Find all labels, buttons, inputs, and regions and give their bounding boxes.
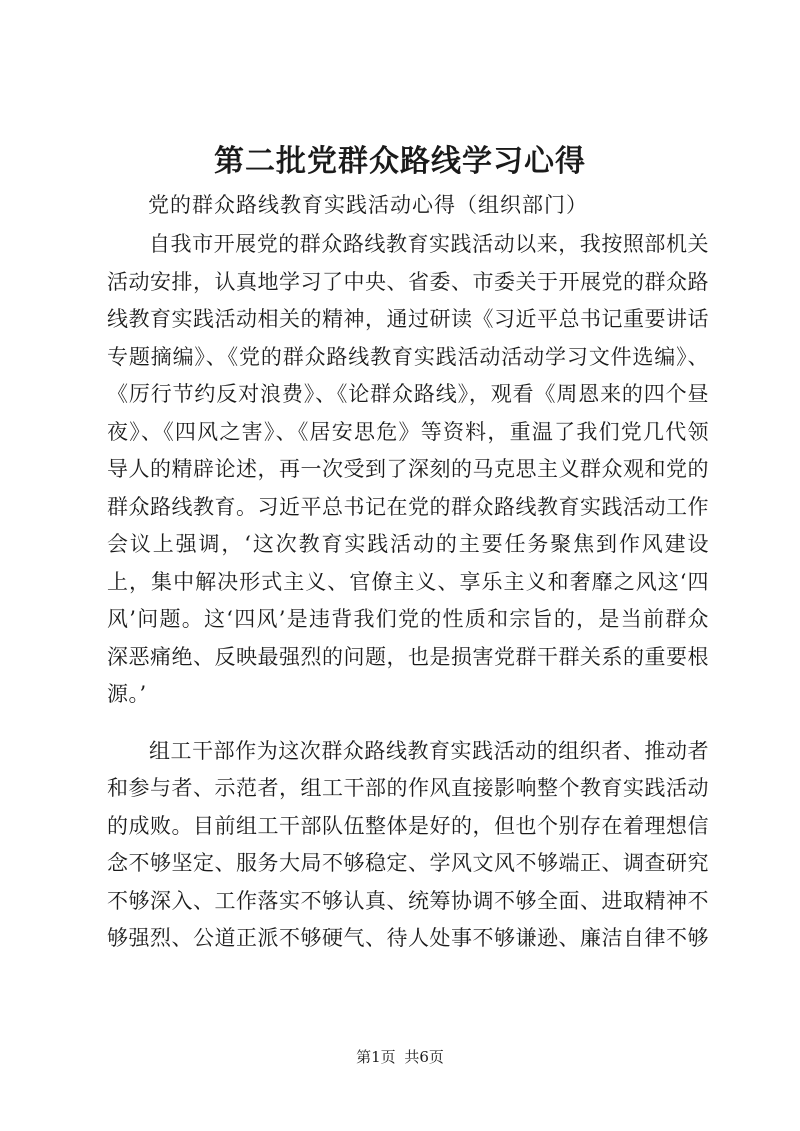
page-footer: [0, 1046, 800, 1068]
document-body: [107, 226, 709, 958]
paragraph-2: 组工干部作为这次群众路线教育实践活动的组织者、推动者和参与者、示范者，组工干部的作风直接影响整个教育实践活动的成败。目前组工干部队伍整体是好的，但也个别存在着理想信念不够坚定、服务大局不够稳定、学风文风不够端正、调查研究不够深入、工作落实不够认真、统筹协调不够全面、进取精神不够强烈、公道正派不够硬气、待人处事不够谦逊、廉洁自律不够: [107, 738, 709, 950]
total-pages: 共6页: [404, 1048, 444, 1066]
document-title: 第二批党群众路线学习心得: [214, 144, 586, 179]
document-subtitle: 党的群众路线教育实践活动心得（组织部门）: [148, 193, 588, 217]
page-number: 第1页: [356, 1048, 396, 1066]
paragraph-1: 自我市开展党的群众路线教育实践活动以来，我按照部机关活动安排，认真地学习了中央、省委、市委关于开展党的群众路线教育实践活动相关的精神，通过研读《习近平总书记重要讲话专题摘编》、《党的群众路线教育实践活动活动学习文件选编》、《厉行节约反对浪费》、《论群众路线》，观看《周恩来的四个昼夜》、《四风之害》、《居安思危》等资料，重温了我们党几代领导人的精辟论述，再一次受到了深刻的马克思主义群众观和党的群众路线教育。习近平总书记在党的群众路线教育实践活动工作会议上强调，‘这次教育实践活动的主要任务聚焦到作风建设上，集中解决形式主义、官僚主义、享乐主义和奢靡之风这‘四风’问题。这‘四风’是违背我们党的性质和宗旨的，是当前群众深恶痛绝、反映最强烈的问题，也是损害党群干群关系的重要根源。’: [107, 232, 709, 706]
